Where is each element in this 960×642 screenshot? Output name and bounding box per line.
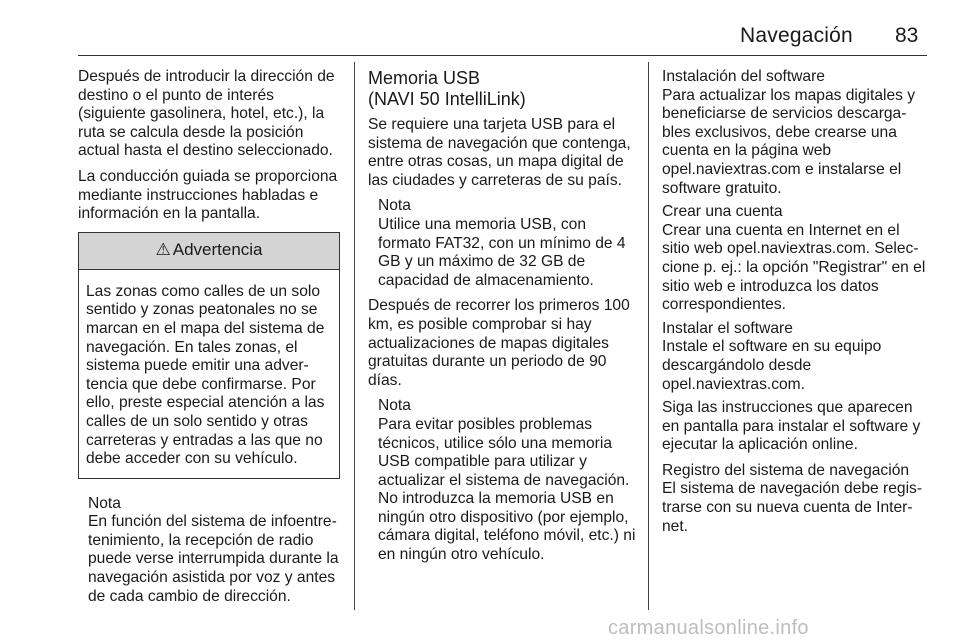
note: [78, 495, 340, 607]
section-block: [662, 320, 930, 394]
page-title: Navegación: [740, 24, 853, 47]
warning-header: [79, 233, 339, 270]
note-title: Nota: [378, 197, 411, 215]
paragraph: El sistema de navegación debe regis‑ trarse con su nueva cuenta de Inter‑ net.: [662, 480, 923, 535]
section-title-line: Memoria USB: [368, 68, 481, 88]
section-block: [662, 68, 930, 198]
subsection-title: Registro del sistema de navegación: [662, 461, 910, 479]
section-block: [662, 462, 930, 536]
column-1: [78, 68, 340, 613]
section-title-line: (NAVI 50 IntelliLink): [368, 89, 526, 109]
paragraph: Para actualizar los mapas digitales y beneficiarse de servicios descarga‑ bles exclusivos, debe crearse una cuenta en la página web opel.naviextras.com e instalarse el software gratuito.: [662, 86, 916, 197]
paragraph: Siga las instrucciones que aparecen en pantalla para instalar el software y ejecutar la aplicación online.: [662, 399, 921, 454]
paragraph: Crear una cuenta en Internet en el sitio web opel.naviextras.com. Selec‑ cione p. ej.: la opción "Registrar" en el sitio web e introduzca los datos correspondientes.: [662, 221, 926, 314]
note-title: Nota: [88, 494, 121, 512]
watermark: carmanualsonline.info: [608, 617, 809, 639]
subsection-title: Crear una cuenta: [662, 203, 783, 221]
note: [368, 397, 636, 564]
column-3: [662, 68, 930, 541]
header-rule: [78, 55, 927, 56]
page-header: [0, 24, 960, 54]
note-text: En función del sistema de infoentre‑ tenimiento, la recepción de radio puede verse interrumpida durante la navegación asistida por voz y antes de cada cambio de dirección.: [88, 513, 339, 605]
warning-box: [78, 232, 340, 479]
warning-title: Advertencia: [172, 240, 263, 260]
paragraph: Después de recorrer los primeros 100 km, es posible comprobar si hay actualizaciones de mapas digitales gratuitas durante un periodo de 90 días.: [368, 297, 630, 389]
paragraph: Se requiere una tarjeta USB para el sistema de navegación que contenga, entre otras cosas, un mapa digital de las ciudades y carreteras de su país.: [368, 116, 631, 189]
section-block: [662, 203, 930, 315]
column-2: [368, 68, 636, 572]
section-title: [368, 68, 636, 110]
subsection-title: Instalación del software: [662, 68, 825, 85]
column-divider-1: [354, 62, 355, 610]
paragraph: La conducción guiada se proporciona mediante instrucciones habladas e información en la pantalla.: [78, 167, 338, 223]
note-title: Nota: [378, 397, 411, 415]
paragraph: Después de introducir la dirección de destino o el punto de interés (siguiente gasolinera, hotel, etc.), la ruta se calcula desde la posición actual hasta el destino seleccionado.: [78, 68, 335, 160]
column-divider-2: [648, 62, 649, 610]
note-text: Para evitar posibles problemas técnicos, utilice sólo una memoria USB compatible para utilizar y actualizar el sistema de navegación. No introduzca la memoria USB en ningún otro dispositivo (por ejemplo, cámara digital, teléfono móvil, etc.) ni en ningún otro vehículo.: [378, 415, 636, 564]
page-number: 83: [895, 24, 919, 47]
subsection-title: Instalar el software: [662, 319, 793, 337]
note-text: Utilice una memoria USB, con formato FAT32, con un mínimo de 4 GB y un máximo de 32 GB de capacidad de almacenamiento.: [378, 215, 626, 289]
note: [368, 197, 636, 290]
warning-text: Las zonas como calles de un solo sentido y zonas peatonales no se marcan en el mapa del sistema de navegación. En tales zonas, el sistema puede emitir una adver‑ tencia que debe confirmarse. Por ello, preste especial atención a las calles de un solo sentido y otras carreteras y entradas a las que no debe acceder con su vehículo.: [86, 282, 325, 468]
warning-triangle-icon: ⚠: [155, 240, 171, 260]
paragraph: Instale el software en su equipo descargándolo desde opel.naviextras.com.: [662, 338, 882, 393]
